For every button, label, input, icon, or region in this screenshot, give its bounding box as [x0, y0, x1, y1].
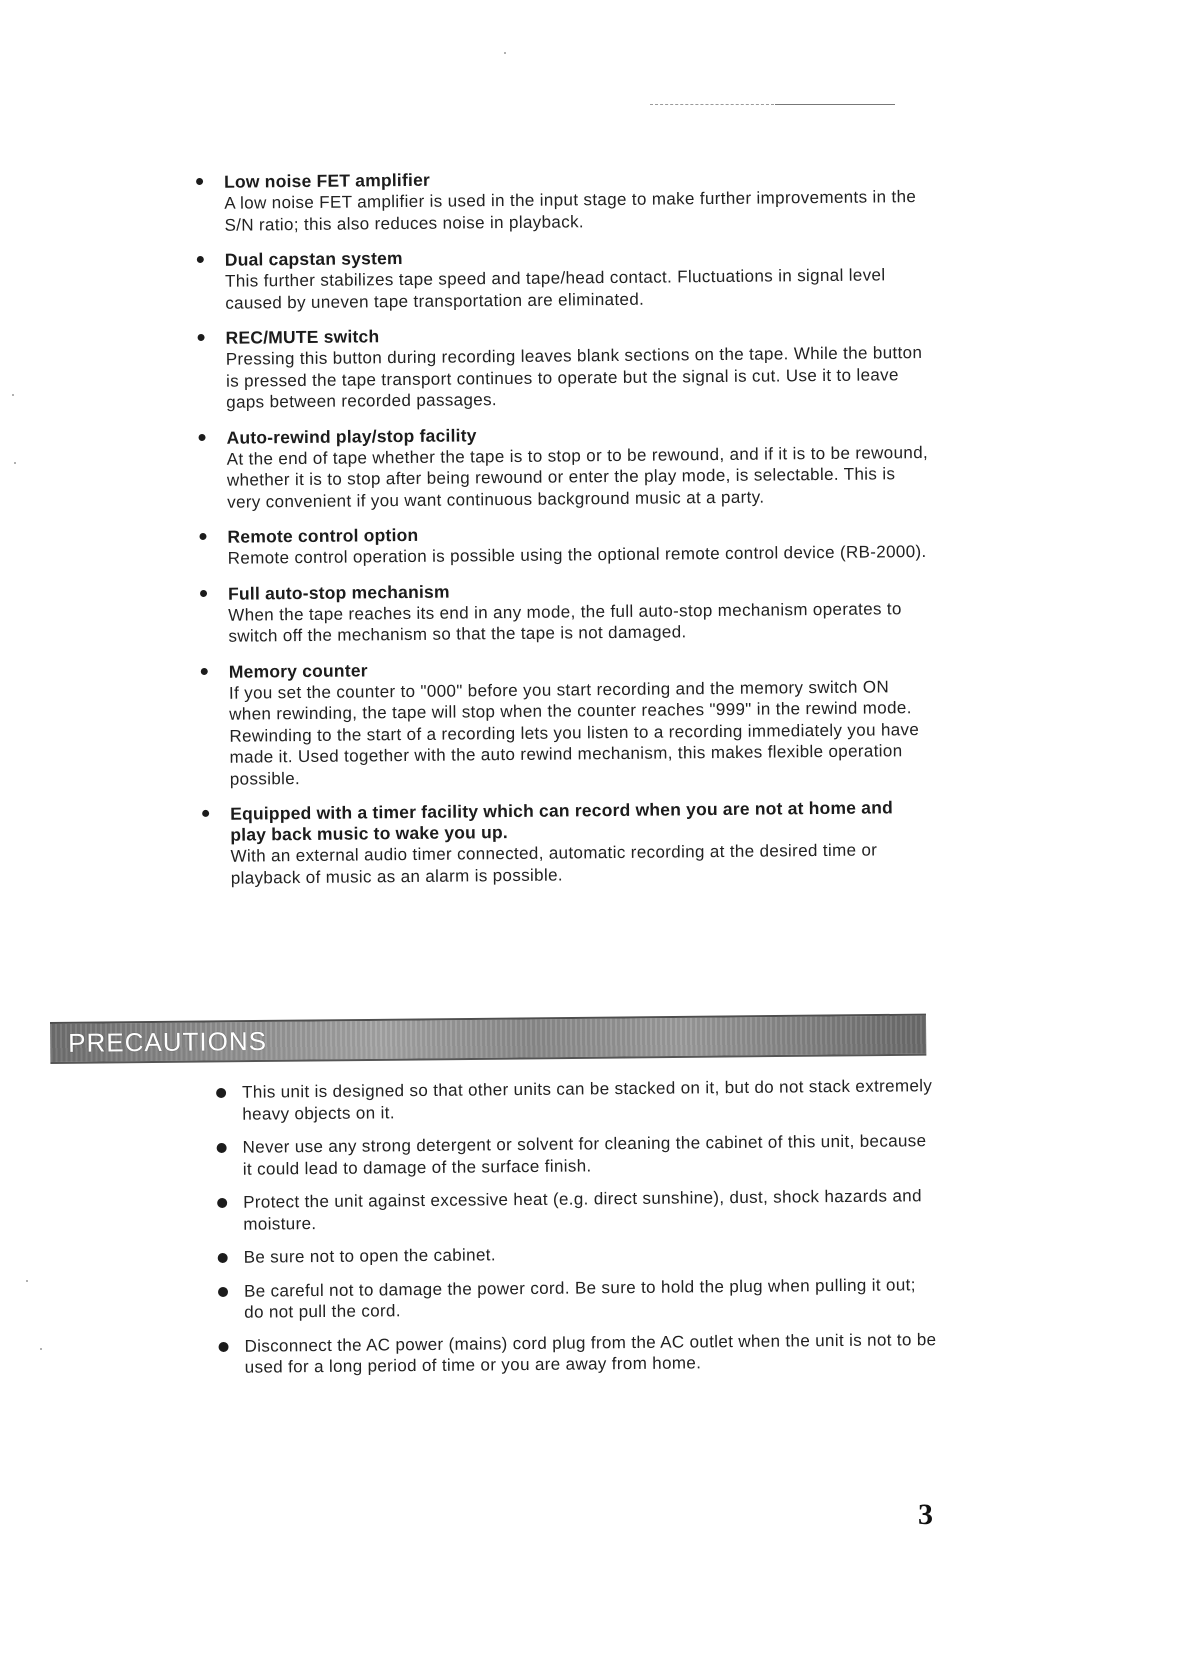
precautions-list: [216, 1075, 939, 1390]
scan-speck: [12, 394, 14, 396]
precaution-text: Disconnect the AC power (mains) cord plug from the AC outlet when the unit is not to be used for a long period of time or you are away from home.: [244, 1329, 937, 1377]
scan-speck: [26, 1280, 28, 1282]
feature-item: [202, 797, 933, 889]
feature-title: Remote control option: [227, 524, 419, 547]
bullet-icon: [216, 1088, 226, 1098]
feature-description: With an external audio timer connected, automatic recording at the desired time or playback of music as an alarm is possible.: [230, 840, 878, 888]
scan-speck: [40, 1348, 42, 1350]
feature-title: REC/MUTE switch: [225, 326, 380, 348]
feature-item: [197, 321, 928, 414]
bullet-icon: [200, 589, 207, 596]
feature-title: Equipped with a timer facility which can record when you are not at home and play back music to wake you up.: [230, 797, 894, 845]
bullet-icon: [218, 1286, 228, 1296]
bullet-icon: [217, 1198, 227, 1208]
feature-description: This further stabilizes tape speed and tape/head contact. Fluctuations in signal level caused by uneven tape transportation are eliminated.: [224, 265, 886, 313]
feature-title: Dual capstan system: [224, 248, 403, 270]
feature-item: [200, 576, 931, 647]
feature-list: [196, 165, 933, 903]
bullet-icon: [196, 178, 203, 185]
feature-description: A low noise FET amplifier is used in the input stage to make further improvements in the S/N ratio; this also reduces noise in playback.: [224, 187, 917, 235]
bullet-icon: [202, 810, 209, 817]
feature-item: [199, 520, 929, 570]
feature-title: Memory counter: [228, 659, 368, 682]
page-number: 3: [918, 1498, 933, 1531]
feature-title: Low noise FET amplifier: [223, 169, 431, 192]
feature-description: At the end of tape whether the tape is to stop or to be rewound, and if it is to be rewound, whether it is to stop after being rewound or enter the play mode, is selectable. This is very convenient if you want continuous background music at a party.: [226, 442, 929, 512]
bullet-icon: [218, 1253, 228, 1263]
feature-item: [197, 243, 928, 314]
feature-description: Remote control operation is possible using the optional remote control device (RB-2000).: [227, 542, 927, 568]
feature-description: If you set the counter to "000" before you start recording and the memory switch ON when rewinding, the tape will stop when the counter reaches "999" in the rewind mode. Rewinding to the start of a recording lets you listen to a recording immediately you have made it. Used together with the auto rewind mechanism, this makes flexible operation possible.: [228, 676, 920, 789]
scan-artifact-segment: [775, 104, 895, 105]
precaution-item: [217, 1130, 937, 1180]
bullet-icon: [218, 1341, 228, 1351]
bullet-icon: [199, 533, 206, 540]
scan-speck: [14, 462, 16, 464]
precaution-text: This unit is designed so that other units can be stacked on it, but do not stack extremely heavy objects on it.: [242, 1076, 933, 1124]
scan-speck: [504, 52, 506, 54]
bullet-icon: [199, 433, 206, 440]
precaution-text: Protect the unit against excessive heat (e.g. direct sunshine), dust, shock hazards and moisture.: [243, 1186, 922, 1234]
feature-title: Auto-rewind play/stop facility: [226, 424, 477, 448]
scan-artifact-line: [650, 104, 895, 105]
precautions-heading: PRECAUTIONS: [68, 1025, 268, 1058]
precaution-item: [218, 1329, 938, 1379]
feature-item: [196, 165, 927, 236]
precaution-text: Be sure not to open the cabinet.: [243, 1245, 496, 1267]
feature-title: Full auto-stop mechanism: [227, 581, 450, 604]
feature-description: When the tape reaches its end in any mode, the full auto-stop mechanism operates to switch off the mechanism so that the tape is not damaged.: [228, 598, 902, 646]
precautions-banner: [50, 1014, 926, 1064]
feature-description: Pressing this button during recording leaves blank sections on the tape. While the button is pressed the tape transport continues to operate but the signal is cut. Use it to leave gaps between recorded passages.: [225, 343, 923, 412]
precaution-item: [216, 1075, 936, 1125]
feature-item: [198, 420, 929, 513]
precaution-text: Be careful not to damage the power cord. Be sure to hold the plug when pulling it out; do not pull the cord.: [243, 1274, 916, 1322]
precaution-text: Never use any strong detergent or solvent for cleaning the cabinet of this unit, because it could lead to damage of the surface finish.: [242, 1131, 927, 1179]
bullet-icon: [201, 667, 208, 674]
precaution-item: [217, 1185, 937, 1235]
bullet-icon: [217, 1143, 227, 1153]
precaution-item: [218, 1240, 938, 1268]
feature-item: [201, 654, 932, 790]
precaution-item: [218, 1274, 938, 1324]
bullet-icon: [198, 334, 205, 341]
bullet-icon: [197, 256, 204, 263]
